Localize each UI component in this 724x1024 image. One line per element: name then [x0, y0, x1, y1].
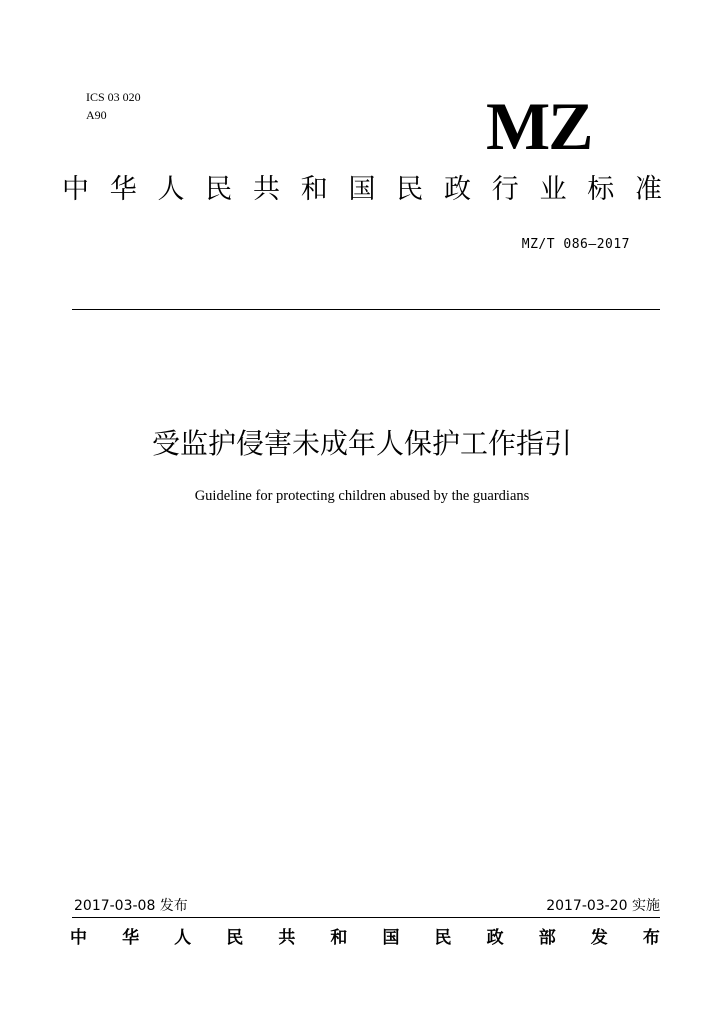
- heading-char: 民: [205, 174, 233, 205]
- heading-char: 民: [226, 928, 244, 948]
- issue-date: 2017-03-08 发布: [74, 898, 188, 914]
- heading-char: 共: [278, 928, 296, 948]
- document-title: 受监护侵害未成年人保护工作指引: [151, 427, 572, 460]
- heading-char: 业: [539, 174, 567, 205]
- heading-char: 华: [122, 928, 140, 948]
- implementation-date: 2017-03-20 实施: [546, 898, 660, 914]
- standard-number: MZ/T 086—2017: [521, 237, 630, 252]
- standard-category-title: [62, 173, 662, 207]
- heading-char: 行: [491, 174, 519, 205]
- ccs-code: A90: [86, 108, 107, 122]
- footer-divider: [72, 917, 660, 918]
- heading-char: 人: [157, 174, 185, 205]
- mz-logo: MZ: [486, 88, 592, 164]
- heading-char: 华: [109, 174, 137, 205]
- header-divider: [72, 309, 660, 310]
- heading-char: 标: [587, 174, 615, 205]
- heading-char: 发: [590, 928, 608, 948]
- heading-char: 中: [62, 174, 89, 205]
- heading-char: 国: [348, 174, 376, 205]
- heading-char: 民: [396, 174, 424, 205]
- heading-char: 政: [444, 174, 471, 205]
- heading-char: 部: [538, 928, 556, 948]
- ics-code: ICS 03 020: [86, 90, 141, 104]
- heading-char: 准: [635, 174, 662, 205]
- heading-char: 中: [70, 928, 87, 948]
- document-subtitle-english: Guideline for protecting children abused by the guardians: [194, 488, 530, 504]
- heading-char: 民: [434, 928, 452, 948]
- issuing-authority: [70, 926, 660, 950]
- heading-char: 国: [382, 928, 400, 948]
- heading-char: 共: [253, 174, 280, 205]
- heading-char: 和: [330, 928, 348, 948]
- heading-char: 人: [174, 928, 192, 948]
- heading-char: 政: [486, 928, 504, 948]
- heading-char: 布: [642, 928, 660, 948]
- heading-char: 和: [300, 174, 328, 205]
